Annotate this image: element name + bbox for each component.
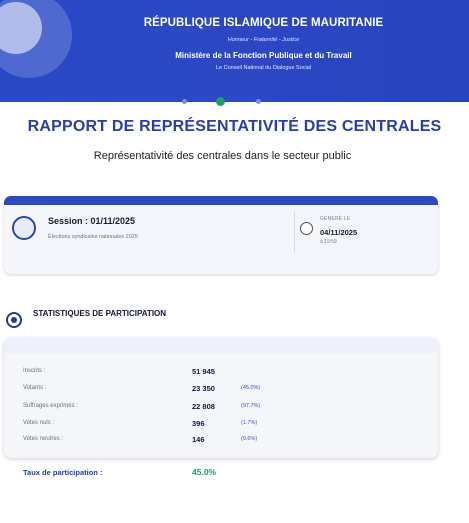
stat-row-neutres [4,436,438,448]
decorative-dot-center [216,97,225,106]
session-divider [294,212,295,252]
stat-row-nuls [4,420,438,432]
stat-value: 51 945 [192,367,215,376]
stat-percent: (45.0%) [241,385,261,391]
report-subtitle: Représentativité des centrales dans le secteur public [93,150,352,162]
session-label: Session : 01/11/2025 [48,216,136,226]
stat-row-inscrits [4,368,438,380]
stat-value: 146 [192,435,205,444]
stat-percent: (97.7%) [241,403,261,409]
decorative-dot-left [182,99,187,104]
country-title: RÉPUBLIQUE ISLAMIQUE DE MAURITANIE [143,17,384,29]
report-title: RAPPORT DE REPRÉSENTATIVITÉ DES CENTRALES [27,118,442,135]
national-motto: Honneur - Fraternité - Justice [227,37,300,43]
stats-card-header-band [4,338,438,353]
stat-percent: (0.6%) [241,436,258,442]
stat-label: Votes nuls : [23,420,55,426]
stat-row-suffrages [4,403,438,415]
stat-value: 396 [192,419,205,428]
generated-date: 04/11/2025 [320,228,358,237]
session-circle-icon [12,216,36,240]
session-card [4,196,438,274]
stat-value: 23 350 [192,384,215,393]
stat-label: Votes neutres : [23,436,64,442]
generated-label: GÉNÉRÉ LE [320,216,351,222]
stats-card [4,338,438,458]
session-subtitle: Élections syndicales nationales 2025 [48,234,138,240]
session-card-accent-bar [4,196,438,205]
emblem-circle-icon [0,0,72,78]
ministry-name: Ministère de la Fonction Publique et du Travail [175,51,352,60]
stats-heading: STATISTIQUES DE PARTICIPATION [33,309,167,318]
emblem-inner-circle [0,2,42,54]
stat-label: Votants : [23,385,47,391]
council-name: Le Conseil National du Dialogue Social [215,65,312,71]
stat-value: 22 808 [192,402,215,411]
generated-time: à 19:59 [320,239,337,245]
header-banner [0,0,469,102]
participation-rate-value: 45.0% [192,467,217,477]
decorative-dot-right [256,99,261,104]
generated-circle-icon [300,222,313,235]
stat-percent: (1.7%) [241,420,258,426]
stat-row-votants [4,385,438,397]
stat-label: Suffrages exprimés : [23,403,78,409]
target-icon [6,312,22,328]
stat-label: Inscrits : [23,368,46,374]
participation-rate-label: Taux de participation : [23,468,103,477]
